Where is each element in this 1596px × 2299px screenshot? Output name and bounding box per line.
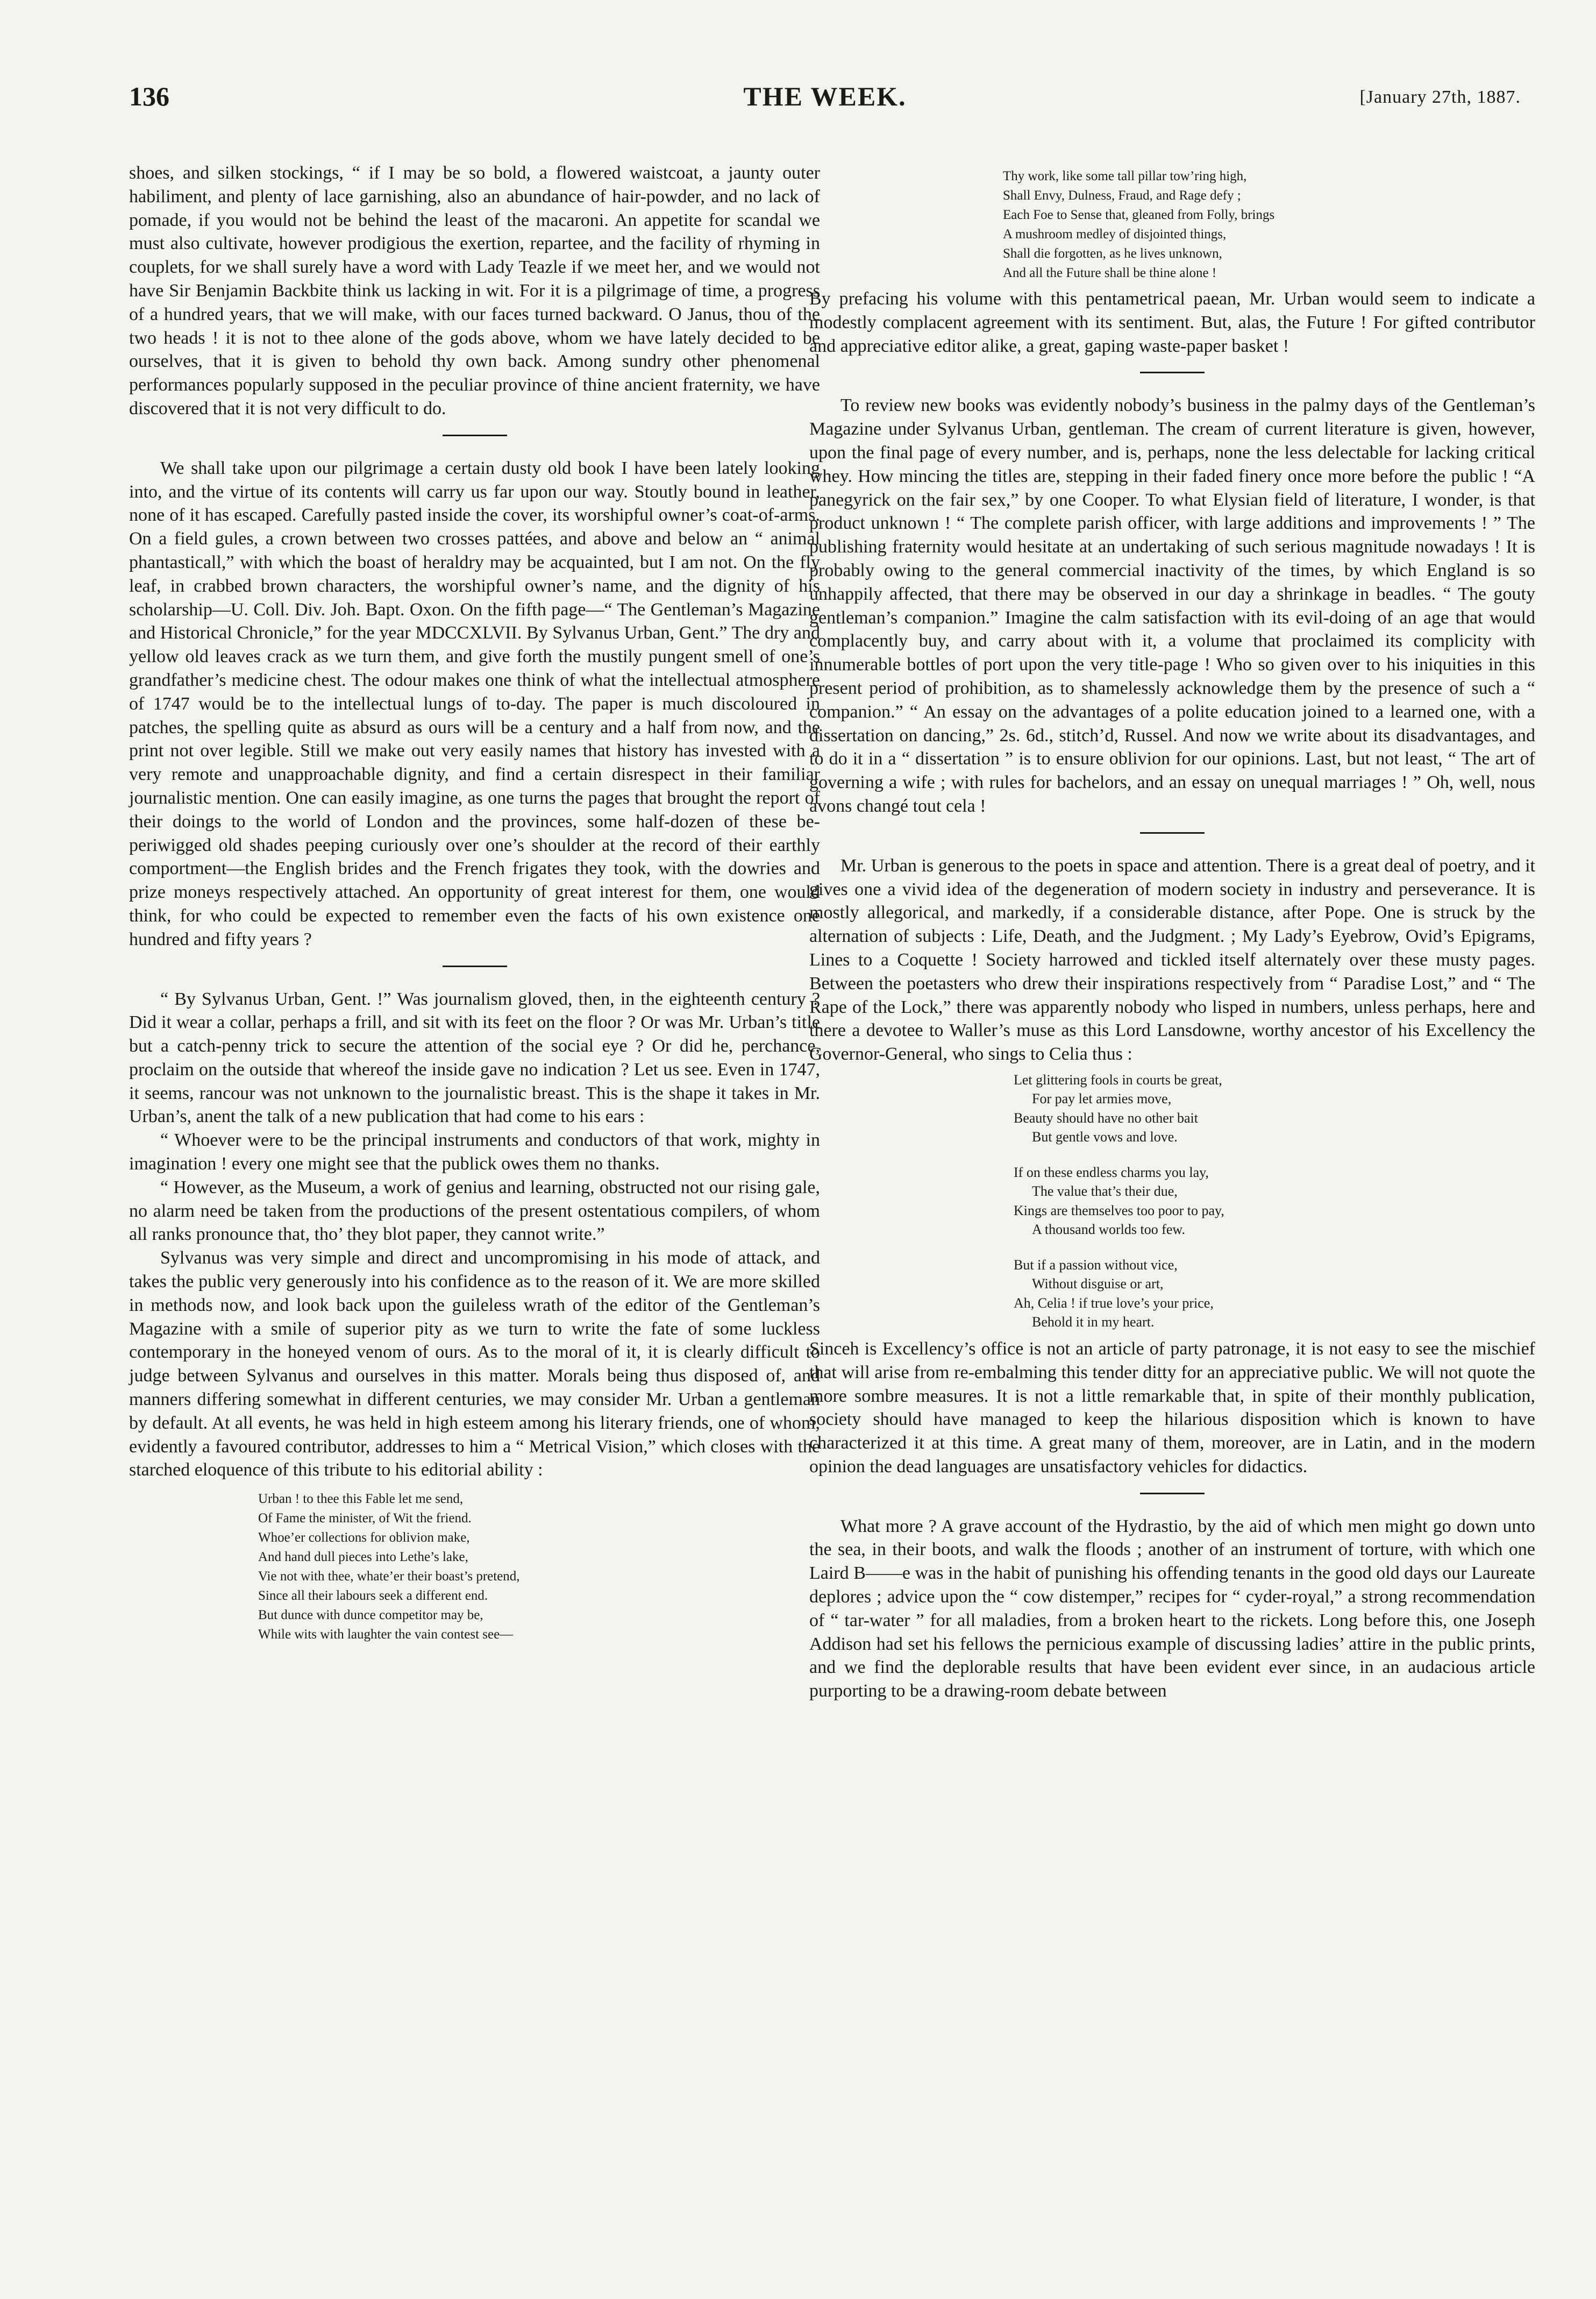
right-column [809,167,1535,1703]
verse-line: Thy work, like some tall pillar tow’ring high, [1003,169,1247,183]
verse-line: Without disguise or art, [1032,1276,1164,1292]
quote-paragraph: “ Whoever were to be the principal instruments and conductors of that work, mighty in imagination ! every one might see that the publick owes them no thanks. [129,1130,820,1174]
verse-line: But dunce with dunce competitor may be, [258,1608,483,1623]
verse-line: A mushroom medley of disjointed things, [1003,227,1227,242]
verse-line: But gentle vows and love. [1032,1129,1178,1145]
section-divider [1140,1493,1205,1494]
section-divider [1140,372,1205,373]
left-column [129,161,820,1650]
verse-line: Behold it in my heart. [1032,1314,1155,1330]
celia-poem [809,1070,1535,1332]
verse-line: Urban ! to thee this Fable let me send, [258,1492,464,1507]
section-divider [1140,832,1205,834]
paragraph: What more ? A grave account of the Hydrastio, by the aid of which men might go down unto the sea, in their boots, and walk the floods ; another of an instrument of torture, with which one Laird B——e was in the habit of punishing his offending tenants in the good old days our Laureate deplores ; advice upon the “ cow distemper,” recipes for “ cyder-royal,” a strong recommendation of “ tar-water ” for all maladies, from a broken heart to the rickets. Long before this, one Joseph Addison had set his fellows the pernicious example of discussing ladies’ attire in the public prints, and we find the deplorable results that have been evident ever since, in an audacious article purporting to be a drawing-room debate between [809,1516,1535,1701]
verse-line: Since all their labours seek a different end. [258,1588,488,1603]
verse-line: But if a passion without vice, [1014,1257,1178,1273]
publication-title: THE WEEK. [743,81,907,111]
verse-line: Shall Envy, Dulness, Fraud, and Rage defy ; [1003,188,1241,203]
quote-paragraph: “ However, as the Museum, a work of genius and learning, obstructed not our rising gale, no alarm need be taken from the productions of the present ostentatious compilers, of whom all ranks pronounce that, tho’ they blot paper, they cannot write.” [129,1177,820,1245]
verse-line: Whoe’er collections for oblivion make, [258,1530,470,1545]
metrical-vision-verse [129,1489,820,1644]
verse-line: And hand dull pieces into Lethe’s lake, [258,1550,468,1565]
verse-line: Of Fame the minister, of Wit the friend. [258,1511,472,1526]
paragraph: To review new books was evidently nobody’s business in the palmy days of the Gentleman’s Magazine under Sylvanus Urban, gentleman. The cream of current literature is given, however, upon the final page of every number, and is, perhaps, none the less delectable for lacking critical whey. How mincing the titles are, stepping in their faded finery once more before the public ! “A panegyrick on the fair sex,” by one Cooper. To what Elysian field of literature, I wonder, is that product unknown ! “ The complete parish officer, with large additions and improvements ! ” The publishing fraternity would hesitate at an undertaking of such serious magnitude nowadays ! It is probably owing to the general commercial inactivity of the times, by which England is so unhappily affected, that there may be observed in our day a shrinkage in beadles. “ The gouty gentleman’s companion.” Imagine the calm satisfaction with its evil-doing of an age that would complacently buy, and carry about with it, a volume that proclaimed its complicity with innumerable bottles of port upon the very title-page ! Who so given over to his iniquities in this present period of prohibition, as to shamelessly acknowledge them by the presence of such a “ companion.” “ An essay on the advantages of a polite education joined to a learned one, with a dissertation on dancing,” 2s. 6d., stitch’d, Russel. And now we write about its disadvantages, and to do it in a “ dissertation ” is to ensure oblivion for our opinions. Last, but not least, “ The art of governing a wife ; with rules for bachelors, and an essay on unequal marriages ! ” Oh, well, nous avons changé tout cela ! [809,395,1535,816]
paragraph: By prefacing his volume with this pentametrical paean, Mr. Urban would seem to indicate a modestly complacent agreement with its sentiment. But, alas, the Future ! For gifted contributor and appreciative editor alike, a great, gaping waste-paper basket ! [809,289,1535,356]
verse-line: Let glittering fools in courts be great, [1014,1072,1222,1088]
paragraph: Mr. Urban is generous to the poets in space and attention. There is a great deal of poetry, and it gives one a vivid idea of the degeneration of modern society in industry and perseverance. It is mostly allegorical, and markedly, if a considerable distance, after Pope. One is struck by the alternation of subjects : Life, Death, and the Judgment. ; My Lady’s Eyebrow, Ovid’s Epigrams, Lines to a Coquette ! Society harrowed and tickled itself alternately over these musty pages. Between the poetasters who drew their inspirations respectively from “ Paradise Lost,” and “ The Rape of the Lock,” there was apparently nobody who lisped in numbers, unless perhaps, here and there a devotee to Waller’s muse as this Lord Lansdowne, worthy ancestor of his Excellency the Governor-General, who sings to Celia thus : [809,855,1535,1065]
page-number: 136 [129,81,169,111]
paragraph: Sinceh is Excellency’s office is not an article of party patronage, it is not easy to see the mischief that will arise from re-embalming this tender ditty for an appreciative public. We will not quote the more sombre measures. It is not a little remarkable that, in spite of their monthly publication, society should have managed to keep the hilarious disposition which is known to have characterized it at this time. A great many of them, moreover, are in Latin, and in the modern opinion the dead languages are unsatisfactory vehicles for didactics. [809,1338,1535,1477]
verse-line: For pay let armies move, [1032,1091,1172,1107]
verse-line: Ah, Celia ! if true love’s your price, [1014,1295,1214,1311]
issue-date: [January 27th, 1887. [1359,87,1521,107]
section-divider [443,966,507,967]
verse-line: Vie not with thee, whate’er their boast’s pretend, [258,1569,520,1584]
block-quote [129,1129,820,1246]
section-divider [443,435,507,436]
paragraph: shoes, and silken stockings, “ if I may be so bold, a flowered waistcoat, a jaunty outer habiliment, and plenty of lace garnishing, also an abundance of hair-powder, and no lack of pomade, if you would not be behind the least of the macaroni. An appetite for scandal we must also cultivate, however prodigious the exertion, repartee, and the facility of rhyming in couplets, for we shall surely have a word with Lady Teazle if we meet her, and we would not have Sir Benjamin Backbite think us lacking in wit. For it is a pilgrimage of time, a progress of a hundred years, that we will make, with our faces turned backward. O Janus, thou of the two heads ! it is not to thee alone of the gods above, whom we have lately decided to be ourselves, that it is given to behold thy own back. Among sundry other phenomenal performances popularly supposed in the peculiar province of thine ancient fraternity, we have discovered that it is not very difficult to do. [129,163,820,418]
verse-line: Kings are themselves too poor to pay, [1014,1202,1224,1218]
poem-stanza [1014,1163,1535,1239]
verse-line: Beauty should have no other bait [1014,1110,1198,1126]
verse-line: A thousand worlds too few. [1032,1222,1186,1238]
poem-stanza [1014,1070,1535,1147]
poem-stanza [1014,1255,1535,1332]
verse-line: Shall die forgotten, as he lives unknown, [1003,246,1222,261]
page-header [129,81,1521,124]
verse-line: And all the Future shall be thine alone ! [1003,266,1217,280]
metrical-vision-verse-continued [809,167,1535,283]
paragraph: Sylvanus was very simple and direct and uncompromising in his mode of attack, and takes the public very generously into his confidence as to the reason of it. We are more skilled in methods now, and look back upon the guileless wrath of the editor of the Gentleman’s Magazine with a smile of superior pity as we turn to write the fate of some luckless contemporary in the honeyed venom of ours. As to the moral of it, it is clearly difficult to judge between Sylvanus and ourselves in this matter. Morals being thus disposed of, and manners differing somewhat in different centuries, we may consider Mr. Urban a gentleman by default. At all events, he was held in high esteem among his literary friends, one of whom, evidently a favoured contributor, addresses to him a “ Metrical Vision,” which closes with the starched eloquence of this tribute to his editorial ability : [129,1248,820,1480]
verse-line: Each Foe to Sense that, gleaned from Folly, brings [1003,208,1275,222]
verse-line: The value that’s their due, [1032,1183,1178,1200]
verse-line: If on these endless charms you lay, [1014,1164,1209,1180]
paragraph: We shall take upon our pilgrimage a certain dusty old book I have been lately looking into, and the virtue of its contents will carry us far upon our way. Stoutly bound in leather, none of it has escaped. Carefully pasted inside the cover, its worshipful owner’s coat-of-arms. On a field gules, a crown between two crosses pattées, and above and below an “ animal phantasticall,” with which the boast of heraldry may be acquainted, but I am not. On the fly leaf, in crabbed brown characters, the worshipful owner’s name, and the dignity of his scholarship—U. Coll. Div. Joh. Bapt. Oxon. On the fifth page—“ The Gentleman’s Magazine and Historical Chronicle,” for the year MDCCXLVII. By Sylvanus Urban, Gent.” The dry and yellow old leaves crack as we turn them, and give forth the mustily pungent smell of one’s grandfather’s medicine chest. The odour makes one think of what the intellectual atmosphere of 1747 would be to the intellectual lungs of to-day. The paper is much discoloured in patches, the spelling quite as absurd as ours will be a century and a half from now, and the print not over legible. Still we make out very easily names that history has invested with a very remote and unapproachable dignity, and find a certain disrespect in their familiar journalistic mention. One can easily imagine, as one turns the pages that brought the report of their doings to the world of London and the provinces, some half-dozen of these be-periwigged old shades peeping curiously over one’s shoulder at the record of their earthly comportment—the English brides and the French frigates they took, with the dowries and prize moneys respectively attached. An opportunity of great interest for them, one would think, for who could be expected to remember even the facts of his own existence one hundred and fifty years ? [129,458,820,949]
verse-line: While wits with laughter the vain contest see— [258,1627,514,1642]
paragraph: “ By Sylvanus Urban, Gent. !” Was journalism gloved, then, in the eighteenth century ? Did it wear a collar, perhaps a frill, and sit with its feet on the floor ? Or was Mr. Urban’s title but a catch-penny trick to secure the attention of the social eye ? Or did he, perchance, proclaim on the outside that whereof the inside gave no indication ? Let us see. Even in 1747, it seems, rancour was not unknown to the journalistic breast. This is the shape it takes in Mr. Urban’s, anent the talk of a new publication that had come to his ears : [129,989,820,1127]
